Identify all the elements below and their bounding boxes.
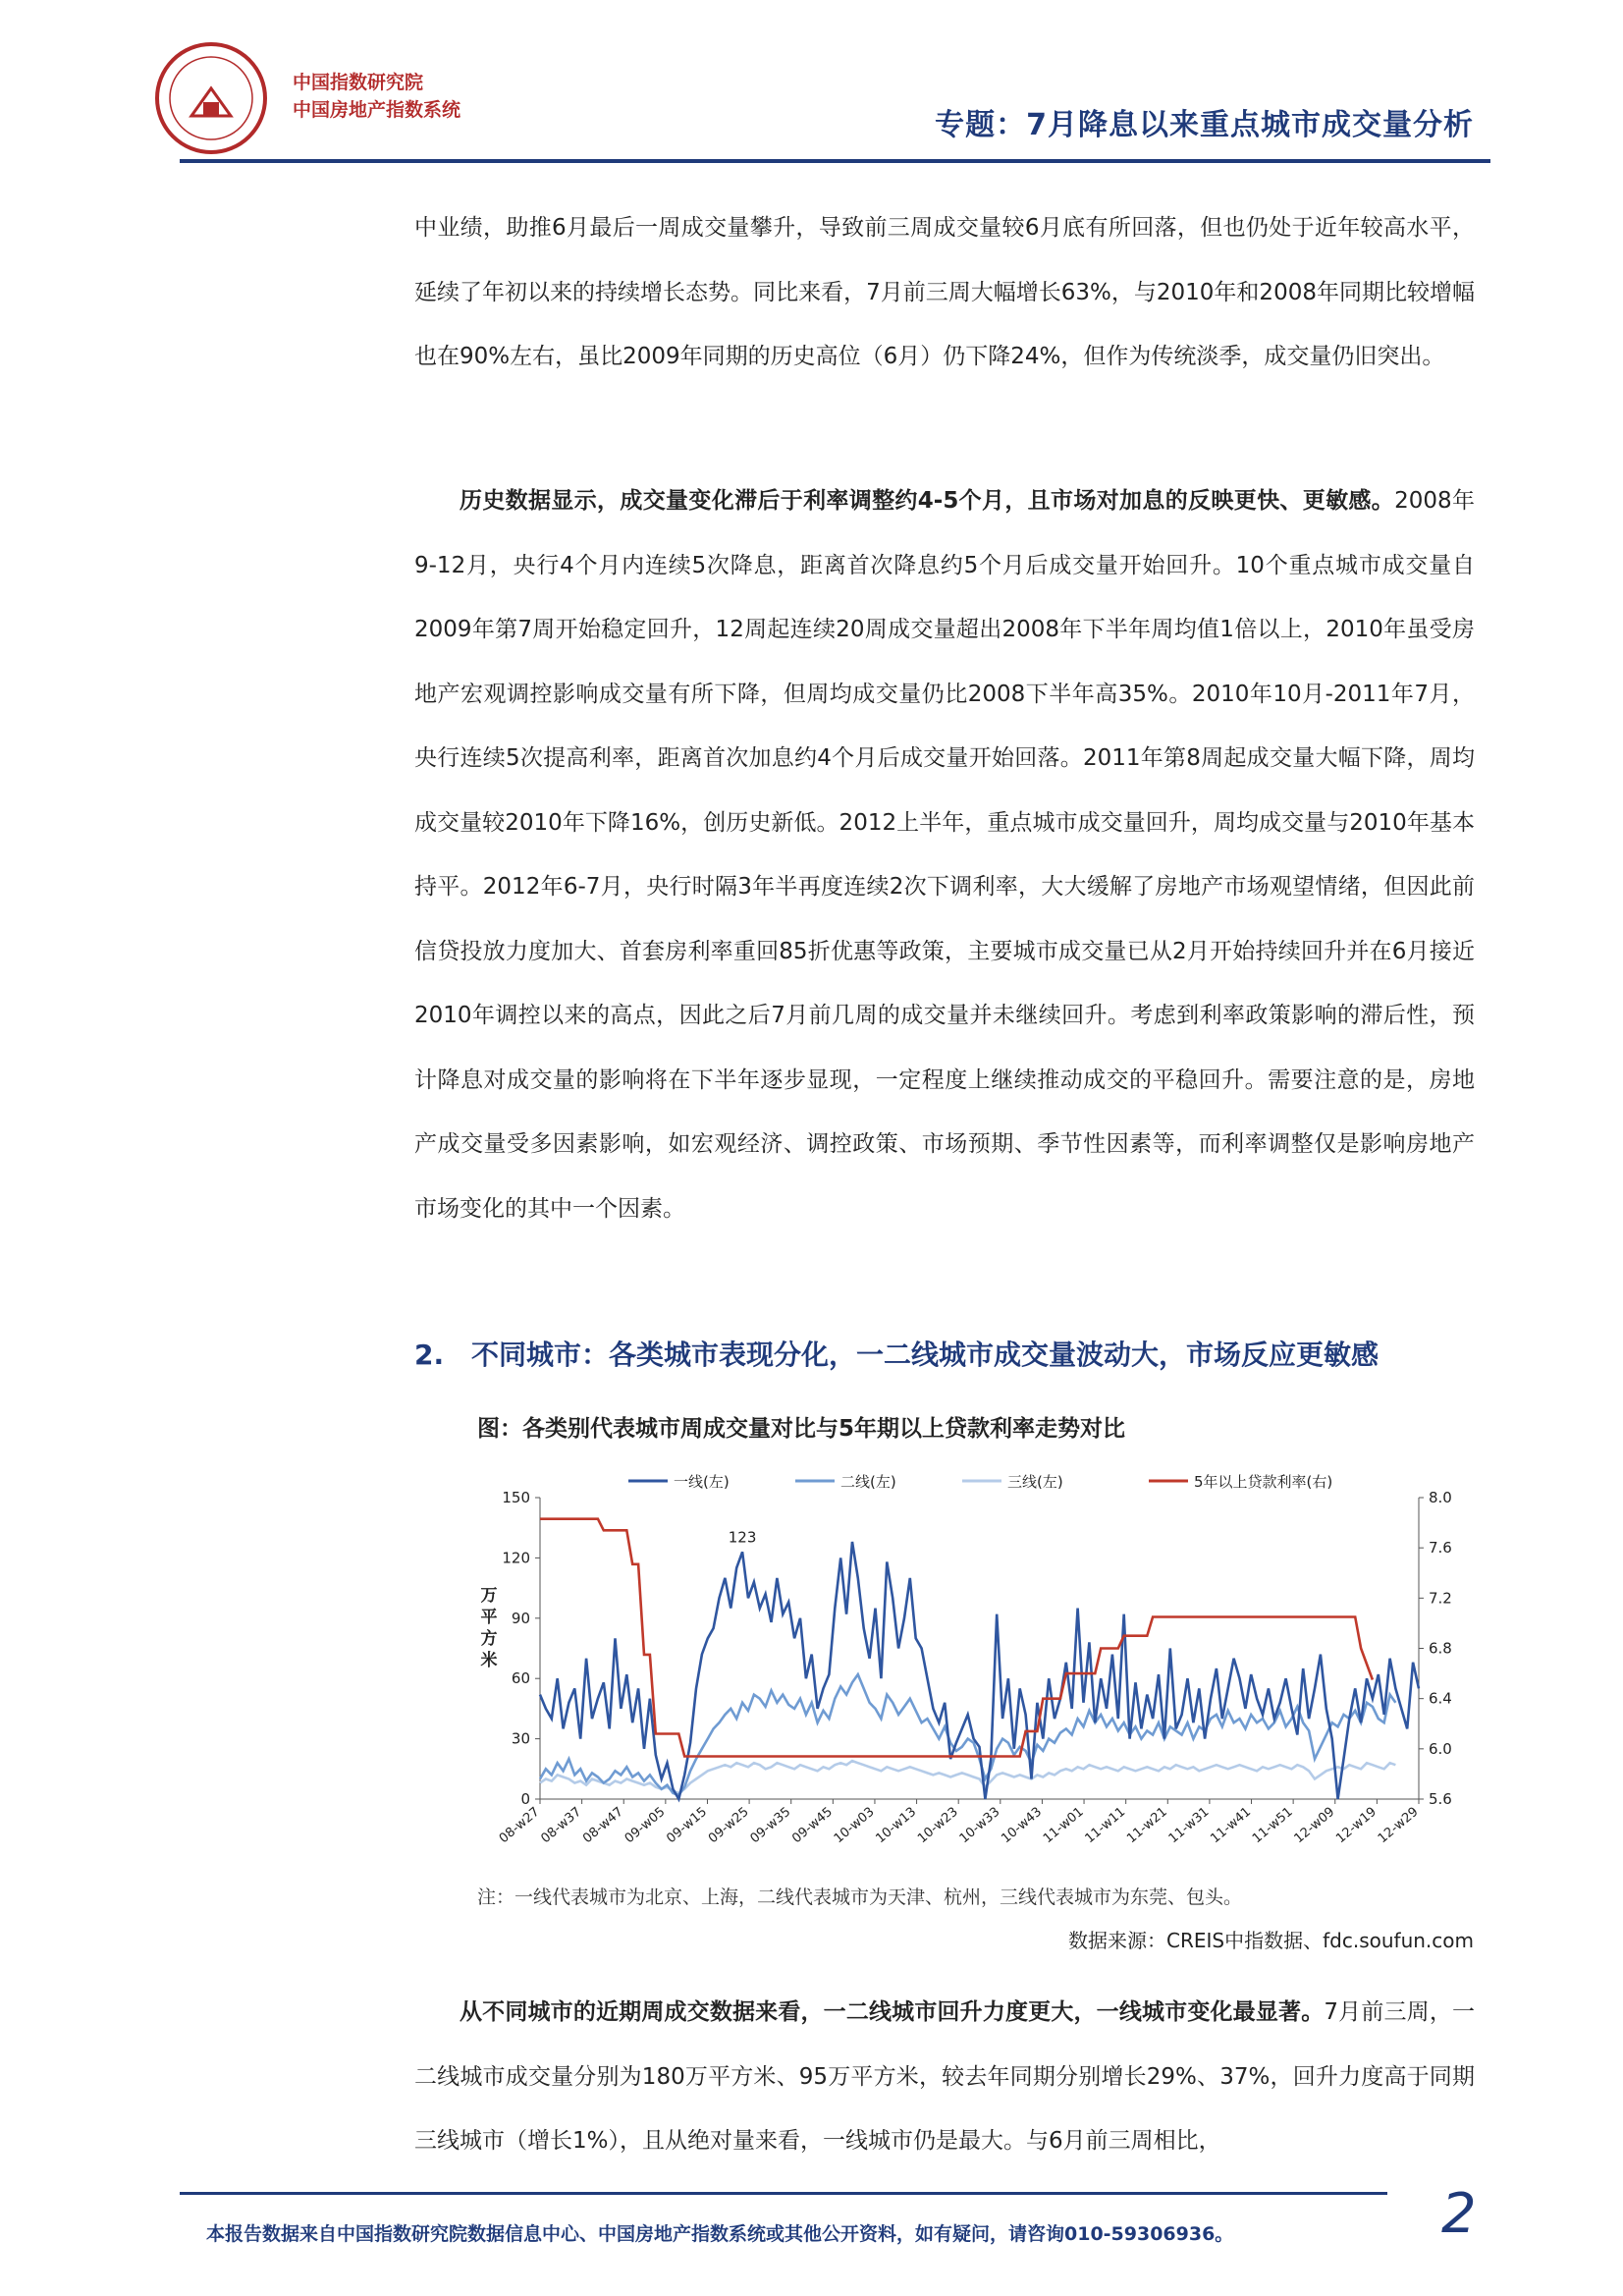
y-axis-label-char: 米 <box>480 1651 498 1670</box>
y-tick-label: 150 <box>502 1489 530 1506</box>
report-title: 专题：7月降息以来重点城市成交量分析 <box>935 108 1474 142</box>
x-tick-label: 10-w43 <box>999 1804 1045 1847</box>
paragraph-2-body: 2008年9-12月，央行4个月内连续5次降息，距离首次降息约5个月后成交量开始回升。10个重点城市成交量自2009年第7周开始稳定回升，12周起连续20周成交量超出2008年下半年周均值1倍以上，2010年虽受房地产宏观调控影响成交量有所下降，但周均成交量仍比2008下半年高35%。2010年10月-2011年7月，央行连续5次提高利率，距离首次加息约4个月后成交量开始回落。2011年第8周起成交量大幅下降，周均成交量较2010年下降16%，创历史新低。2012上半年，重点城市成交量回升，周均成交量与2010年基本持平。2012年6-7月，央行时隔3年半再度连续2次下调利率，大大缓解了房地产市场观望情绪，但因此前信贷投放力度加大、首套房利率重回85折优惠等政策，主要城市成交量已从2月开始持续回升并在6月接近2010年调控以来的高点，因此之后7月前几周的成交量并未继续回升。考虑到利率政策影响的滞后性，预计降息对成交量的影响将在下半年逐步显现，一定程度上继续推动成交的平稳回升。需要注意的是，房地产成交量受多因素影响，如宏观经济、调控政策、市场预期、季节性因素等，而利率调整仅是影响房地产市场变化的其中一个因素。 <box>414 488 1475 1222</box>
logo-icon <box>152 39 270 157</box>
y2-tick-label: 7.6 <box>1429 1539 1452 1558</box>
x-tick-label: 11-w21 <box>1124 1804 1170 1847</box>
paragraph-2 <box>414 469 1475 1241</box>
paragraph-3-lead: 从不同城市的近期周成交数据来看，一二线城市回升力度更大，一线城市变化最显著。 <box>460 1999 1325 2025</box>
x-tick-label: 09-w45 <box>789 1804 836 1847</box>
header-divider <box>180 159 1490 163</box>
y-axis-label-char: 平 <box>480 1608 498 1627</box>
x-tick-label: 11-w11 <box>1082 1804 1129 1847</box>
x-tick-label: 08-w37 <box>538 1804 585 1847</box>
x-tick-label: 09-w05 <box>622 1804 669 1847</box>
legend-label: 5年以上贷款利率(右) <box>1194 1473 1333 1491</box>
org-line-2: 中国房地产指数系统 <box>293 99 461 121</box>
paragraph-2-lead: 历史数据显示，成交量变化滞后于利率调整约4-5个月，且市场对加息的反映更快、更敏感。 <box>460 488 1395 514</box>
organization-name <box>293 69 460 124</box>
y2-tick-label: 8.0 <box>1429 1489 1452 1506</box>
x-tick-label: 10-w03 <box>831 1804 878 1847</box>
x-tick-label: 09-w35 <box>747 1804 794 1847</box>
x-tick-label: 09-w25 <box>705 1804 752 1847</box>
footer-divider <box>180 2192 1387 2195</box>
line-chart <box>461 1463 1492 1856</box>
figure-source: 数据来源：CREIS中指数据、fdc.soufun.com <box>1068 1929 1474 1952</box>
x-tick-label: 11-w41 <box>1208 1804 1255 1847</box>
y2-tick-label: 6.0 <box>1429 1739 1452 1758</box>
y-tick-label: 30 <box>511 1729 530 1748</box>
org-line-1: 中国指数研究院 <box>293 72 424 93</box>
x-tick-label: 12-w19 <box>1333 1804 1380 1847</box>
x-tick-label: 08-w47 <box>580 1804 626 1847</box>
y-axis-label-char: 万 <box>480 1586 498 1606</box>
y-tick-label: 120 <box>502 1549 530 1567</box>
x-tick-label: 08-w27 <box>496 1804 543 1847</box>
footer-disclaimer: 本报告数据来自中国指数研究院数据信息中心、中国房地产指数系统或其他公开资料，如有疑问，请咨询010-59306936。 <box>206 2223 1234 2245</box>
x-tick-label: 10-w33 <box>956 1804 1003 1847</box>
x-tick-label: 12-w09 <box>1291 1804 1338 1847</box>
y-tick-label: 0 <box>520 1790 530 1808</box>
y2-tick-label: 6.4 <box>1429 1689 1452 1708</box>
y-tick-label: 60 <box>511 1669 530 1688</box>
figure-note: 注：一线代表城市为北京、上海，二线代表城市为天津、杭州，三线代表城市为东莞、包头。 <box>477 1886 1243 1908</box>
legend-label: 一线(左) <box>674 1473 730 1491</box>
y-axis-label-char: 方 <box>480 1629 498 1649</box>
x-tick-label: 12-w29 <box>1375 1804 1422 1847</box>
figure-title: 图：各类别代表城市周成交量对比与5年期以上贷款利率走势对比 <box>477 1416 1126 1442</box>
y2-tick-label: 6.8 <box>1429 1639 1452 1658</box>
y2-tick-label: 5.6 <box>1429 1790 1452 1808</box>
section-title: 不同城市：各类城市表现分化，一二线城市成交量波动大，市场反应更敏感 <box>471 1339 1380 1371</box>
y-tick-label: 90 <box>511 1609 530 1627</box>
legend-label: 二线(左) <box>840 1473 896 1491</box>
y2-tick-label: 7.2 <box>1429 1589 1452 1608</box>
x-tick-label: 10-w23 <box>915 1804 961 1847</box>
page-number: 2 <box>1441 2182 1477 2246</box>
data-label-peak: 123 <box>728 1528 757 1547</box>
paragraph-1: 中业绩，助推6月最后一周成交量攀升，导致前三周成交量较6月底有所回落，但也仍处于近年较高水平，延续了年初以来的持续增长态势。同比来看，7月前三周大幅增长63%，与2010年和2008年同期比较增幅也在90%左右，虽比2009年同期的历史高位（6月）仍下降24%，但作为传统淡季，成交量仍旧突出。 <box>414 215 1475 369</box>
paragraph-3-body: 7月前三周，一二线城市成交量分别为180万平方米、95万平方米，较去年同期分别增长29%、37%，回升力度高于同期三线城市（增长1%），且从绝对量来看，一线城市仍是最大。与6月前三周相比， <box>414 1999 1475 2154</box>
x-tick-label: 09-w15 <box>664 1804 711 1847</box>
x-tick-label: 11-w51 <box>1249 1804 1296 1847</box>
legend-label: 三线(左) <box>1007 1473 1063 1491</box>
section-number: 2. <box>414 1339 445 1371</box>
x-tick-label: 11-w31 <box>1165 1804 1213 1847</box>
section-heading <box>414 1334 1379 1373</box>
x-tick-label: 10-w13 <box>873 1804 920 1847</box>
paragraph-3 <box>414 1981 1475 2174</box>
x-tick-label: 11-w01 <box>1040 1804 1087 1847</box>
